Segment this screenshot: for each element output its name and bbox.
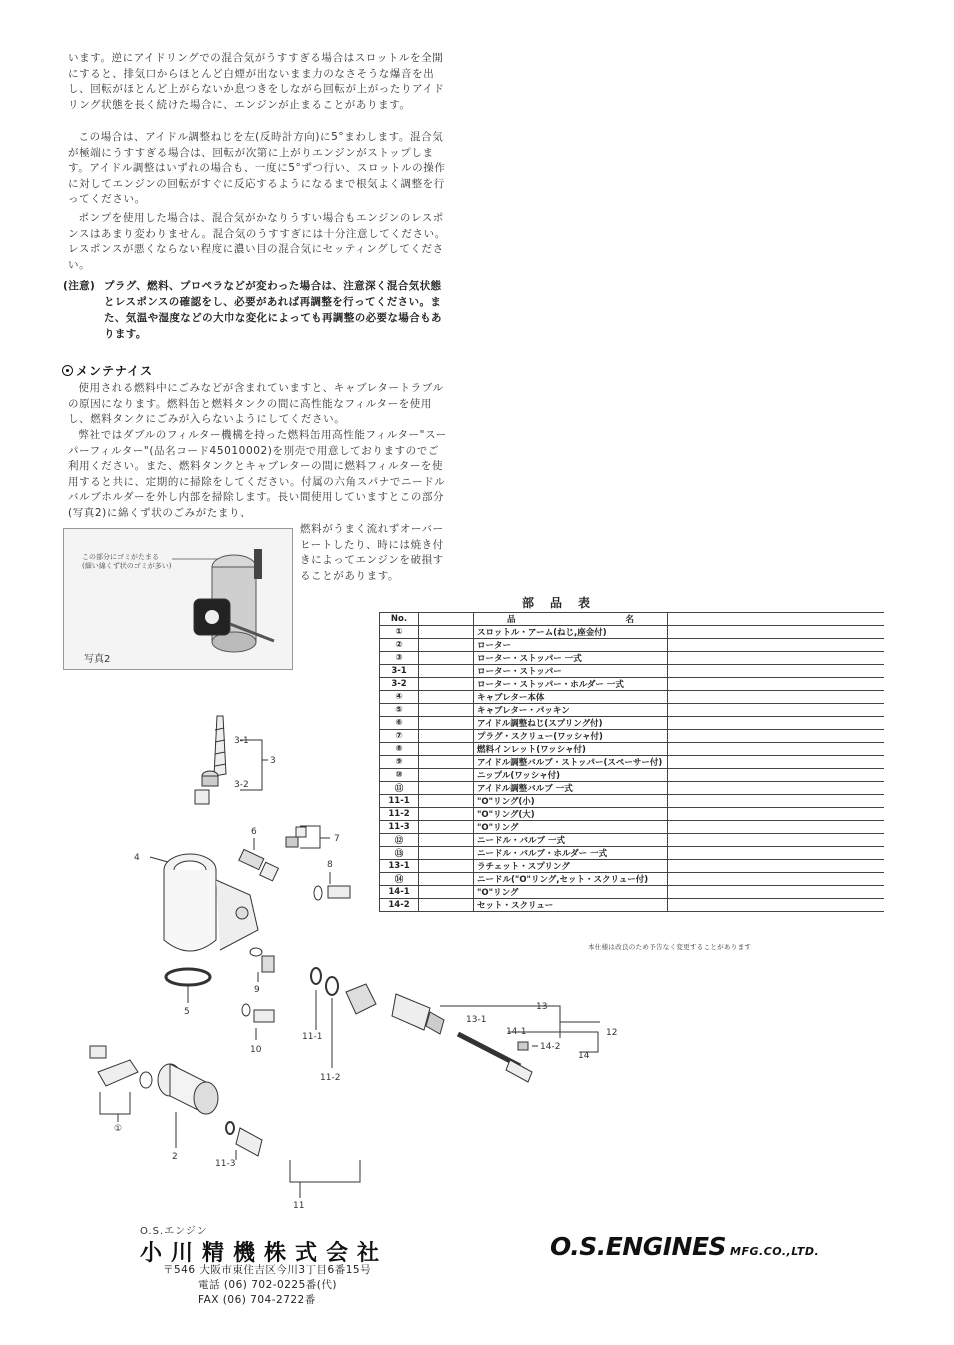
maintenance-side-text: 燃料がうまく流れずオーバーヒートしたり、時には焼き付きによってエンジンを破損することがあります。 [300, 523, 444, 582]
maintenance-heading: メンテナイス [62, 362, 153, 379]
table-row: 13-1 ラチェット・スプリング [380, 860, 885, 873]
parts-table [379, 612, 884, 912]
callout-3: 3 [270, 756, 276, 766]
callout-13-1: 13-1 [466, 1015, 487, 1025]
parts-table-title: 部品表 [522, 596, 607, 610]
bullet-icon [62, 365, 73, 376]
caution-text: プラグ、燃料、プロペラなどが変わった場合は、注意深く混合気状態とレスポンスの確認をし、必要があれば再調整を行ってください。また、気温や湿度などの大巾な変化によっても再調整の必要な場合もあります。 [104, 280, 442, 340]
table-row: ① スロットル・アーム(ねじ,座金付) [380, 626, 885, 639]
company-brand-small: O.S.エンジン [140, 1226, 208, 1237]
table-row: ⑭ ニードル("O"リング,セット・スクリュー付) [380, 873, 885, 886]
caution-prefix: (注意) [63, 280, 96, 292]
table-row: ② ローター [380, 639, 885, 652]
callout-11: 11 [293, 1201, 305, 1211]
table-row: 14-1 "O"リング [380, 886, 885, 899]
table-row: ⑤ キャブレター・パッキン [380, 704, 885, 717]
table-header-row [380, 613, 885, 626]
table-row: ⑪ アイドル調整バルブ 一式 [380, 782, 885, 795]
intro-paragraph-2: この場合は、アイドル調整ねじを左(反時計方向)に5°まわします。混合気が極端にうすすぎる場合は、回転が次第に上がりエンジンがストップします。アイドル調整はいずれの場合も、一度に5°ずつ行い、スロットルの操作に対してエンジンの回転がすぐに反応するようになるまで根気よく調整を行ってください。 [68, 131, 446, 206]
os-engines-logo: O.S.ENGINES MFG.CO.,LTD. [550, 1232, 820, 1261]
callout-3-1: 3-1 [234, 736, 249, 746]
callout-11-1: 11-1 [302, 1032, 323, 1042]
callout-13: 13 [536, 1002, 548, 1012]
company-tel: 電話 (06) 702-0225番(代) [198, 1279, 337, 1291]
company-address: 〒546 大阪市東住吉区今川3丁目6番15号 [163, 1264, 372, 1276]
header-no: No. [380, 613, 419, 626]
spec-change-note: 本仕様は改良のため予告なく変更することがあります [588, 943, 752, 951]
table-row: ⑧ 燃料インレット(ワッシャ付) [380, 743, 885, 756]
callout-9: 9 [254, 985, 260, 995]
callout-10: 10 [250, 1045, 262, 1055]
carburetor-photo-image [64, 529, 292, 669]
table-row: 14-2 セット・スクリュー [380, 899, 885, 912]
callout-3-2: 3-2 [234, 780, 249, 790]
intro-paragraph-3: ポンプを使用した場合は、混合気がかなりうすい場合もエンジンのレスポンスはあまり変わりません。混合気のうすすぎには十分注意してください。レスポンスが悪くならない程度に濃い目の混合気にセッティングしてください。 [68, 212, 446, 271]
callout-1: ① [114, 1124, 123, 1134]
table-row: ⑨ アイドル調整バルブ・ストッパー(スペーサー付) [380, 756, 885, 769]
table-row: 11-1 "O"リング(小) [380, 795, 885, 808]
table-row: ④ キャブレター本体 [380, 691, 885, 704]
callout-6: 6 [251, 827, 257, 837]
header-name: 品 名 [474, 613, 668, 626]
callout-14-2: 14-2 [540, 1042, 561, 1052]
table-row: 11-2 "O"リング(大) [380, 808, 885, 821]
table-row: ⑥ アイドル調整ねじ(スプリング付) [380, 717, 885, 730]
table-row: 3-1 ローター・ストッパー [380, 665, 885, 678]
maintenance-paragraph-1: 使用される燃料中にごみなどが含まれていますと、キャブレタートラブルの原因になります。燃料缶と燃料タンクの間に高性能なフィルターを使用し、燃料タンクにごみが入らないようにしてください。 [68, 382, 444, 426]
table-row: ③ ローター・ストッパー 一式 [380, 652, 885, 665]
company-fax: FAX (06) 704-2722番 [198, 1294, 316, 1306]
photo-2 [63, 528, 293, 670]
callout-14-1: 14-1 [506, 1027, 527, 1037]
photo-caption: この部分にゴミがたまる (細い綿くず状のゴミが多い) [82, 553, 172, 570]
maintenance-paragraph-2: 弊社ではダブルのフィルター機構を持った燃料缶用高性能フィルター"スーパーフィルター"(品名コード45010002)を別売で用意しておりますのでご利用ください。また、燃料タンクとキャブレターの間に燃料フィルターを使用すると共に、定期的に掃除をしてください。付属の六角スパナでニードルバルブホルダーを外し内部を掃除します。長い間使用していますとこの部分(写真2)に綿くず状のごみがたまり、 [68, 429, 447, 519]
callout-11-3: 11-3 [215, 1159, 236, 1169]
table-row: ⑦ プラグ・スクリュー(ワッシャ付) [380, 730, 885, 743]
callout-5: 5 [184, 1007, 190, 1017]
callout-2: 2 [172, 1152, 178, 1162]
photo-label: 写真2 [84, 654, 111, 665]
callout-14: 14 [578, 1051, 590, 1061]
table-row: ⑬ ニードル・バルブ・ホルダー 一式 [380, 847, 885, 860]
table-row: 3-2 ローター・ストッパー・ホルダー 一式 [380, 678, 885, 691]
callout-12: 12 [606, 1028, 618, 1038]
callout-11-2: 11-2 [320, 1073, 341, 1083]
company-name: 小川精機株式会社 [140, 1241, 389, 1266]
table-row: ⑫ ニードル・バルブ 一式 [380, 834, 885, 847]
intro-paragraph-1: います。逆にアイドリングでの混合気がうすすぎる場合はスロットルを全開にすると、排気口からほとんど白煙が出ないまま力のなさそうな爆音を出し、回転がほとんど上がらないか息つきをしながら回転が上がったりアイドリング状態を長く続けた場合に、エンジンが止まることがあります。 [68, 52, 445, 111]
callout-8: 8 [327, 860, 333, 870]
table-row: 11-3 "O"リング [380, 821, 885, 834]
callout-7: 7 [334, 834, 340, 844]
callout-4: 4 [134, 853, 140, 863]
table-row: ⑩ ニップル(ワッシャ付) [380, 769, 885, 782]
